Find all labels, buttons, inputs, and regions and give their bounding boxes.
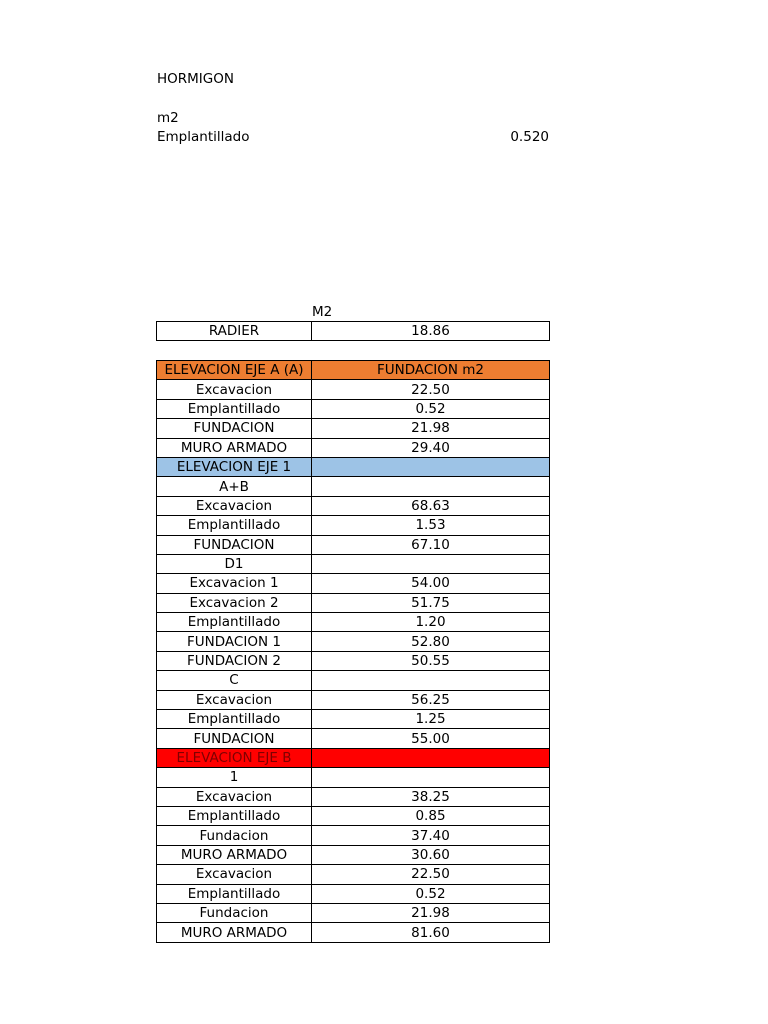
table-row — [157, 806, 550, 825]
row-value-cell[interactable]: 38.25 — [312, 787, 550, 806]
row-value-cell[interactable]: 54.00 — [312, 574, 550, 593]
radier-value-cell[interactable]: 18.86 — [312, 322, 550, 341]
table-row — [157, 710, 550, 729]
table-row — [157, 593, 550, 612]
row-label-cell[interactable]: D1 — [157, 554, 312, 573]
table-row — [157, 554, 550, 573]
row-label-cell[interactable]: Emplantillado — [157, 710, 312, 729]
table-row — [157, 613, 550, 632]
table-row — [157, 535, 550, 554]
row-value-cell[interactable]: 1.25 — [312, 710, 550, 729]
emplantillado-label: Emplantillado — [157, 129, 250, 145]
row-label-cell[interactable]: Excavacion — [157, 865, 312, 884]
row-label-cell[interactable]: 1 — [157, 768, 312, 787]
row-label-cell[interactable]: FUNDACION — [157, 419, 312, 438]
row-value-cell[interactable] — [312, 768, 550, 787]
row-value-cell[interactable]: 22.50 — [312, 380, 550, 399]
row-label-cell[interactable]: Excavacion — [157, 380, 312, 399]
row-label-cell[interactable]: Fundacion — [157, 826, 312, 845]
row-value-cell[interactable]: 1.53 — [312, 516, 550, 535]
emplantillado-value: 0.520 — [510, 129, 549, 145]
table-row — [157, 574, 550, 593]
row-label-cell[interactable]: Emplantillado — [157, 806, 312, 825]
row-label-cell[interactable]: Excavacion — [157, 787, 312, 806]
row-value-cell[interactable]: 1.20 — [312, 613, 550, 632]
row-value-cell[interactable] — [312, 671, 550, 690]
table-row — [157, 380, 550, 399]
row-value-cell[interactable]: 81.60 — [312, 923, 550, 942]
row-label-cell[interactable]: ELEVACION EJE A (A) — [157, 361, 312, 380]
table-row — [157, 671, 550, 690]
row-value-cell[interactable]: FUNDACION m2 — [312, 361, 550, 380]
row-value-cell[interactable]: 21.98 — [312, 903, 550, 922]
unit-label: m2 — [157, 110, 179, 126]
row-label-cell[interactable]: A+B — [157, 477, 312, 496]
row-value-cell[interactable]: 0.52 — [312, 884, 550, 903]
row-value-cell[interactable]: 22.50 — [312, 865, 550, 884]
row-value-cell[interactable]: 30.60 — [312, 845, 550, 864]
table-row — [157, 322, 550, 341]
row-value-cell[interactable]: 0.85 — [312, 806, 550, 825]
table-row — [157, 787, 550, 806]
row-label-cell[interactable]: MURO ARMADO — [157, 845, 312, 864]
table-row — [157, 399, 550, 418]
row-label-cell[interactable]: Emplantillado — [157, 399, 312, 418]
row-label-cell[interactable]: ELEVACION EJE B — [157, 748, 312, 767]
radier-table — [156, 321, 550, 341]
row-label-cell[interactable]: FUNDACION 2 — [157, 651, 312, 670]
row-label-cell[interactable]: ELEVACION EJE 1 — [157, 457, 312, 476]
row-label-cell[interactable]: Excavacion — [157, 496, 312, 515]
table-row — [157, 845, 550, 864]
table-row — [157, 690, 550, 709]
quantities-table — [156, 360, 550, 943]
row-value-cell[interactable]: 55.00 — [312, 729, 550, 748]
table-row — [157, 651, 550, 670]
table-row — [157, 361, 550, 380]
table-row — [157, 923, 550, 942]
table-row — [157, 496, 550, 515]
row-value-cell[interactable]: 68.63 — [312, 496, 550, 515]
page-title: HORMIGON — [157, 71, 234, 87]
row-label-cell[interactable]: FUNDACION 1 — [157, 632, 312, 651]
row-value-cell[interactable]: 50.55 — [312, 651, 550, 670]
table-row — [157, 903, 550, 922]
row-value-cell[interactable]: 52.80 — [312, 632, 550, 651]
radier-label-cell[interactable]: RADIER — [157, 322, 312, 341]
row-value-cell[interactable]: 51.75 — [312, 593, 550, 612]
row-value-cell[interactable]: 37.40 — [312, 826, 550, 845]
quantities-table-body — [157, 361, 550, 943]
table-row — [157, 457, 550, 476]
table-row — [157, 884, 550, 903]
row-value-cell[interactable]: 56.25 — [312, 690, 550, 709]
row-value-cell[interactable]: 29.40 — [312, 438, 550, 457]
row-label-cell[interactable]: MURO ARMADO — [157, 438, 312, 457]
row-value-cell[interactable] — [312, 554, 550, 573]
row-label-cell[interactable]: Excavacion 2 — [157, 593, 312, 612]
row-label-cell[interactable]: Fundacion — [157, 903, 312, 922]
table-row — [157, 865, 550, 884]
row-value-cell[interactable] — [312, 748, 550, 767]
row-label-cell[interactable]: Excavacion — [157, 690, 312, 709]
table-row — [157, 632, 550, 651]
row-value-cell[interactable] — [312, 457, 550, 476]
table-row — [157, 826, 550, 845]
row-value-cell[interactable]: 0.52 — [312, 399, 550, 418]
row-label-cell[interactable]: FUNDACION — [157, 535, 312, 554]
table-row — [157, 516, 550, 535]
table-row — [157, 748, 550, 767]
table-row — [157, 438, 550, 457]
row-label-cell[interactable]: MURO ARMADO — [157, 923, 312, 942]
table-row — [157, 768, 550, 787]
row-label-cell[interactable]: FUNDACION — [157, 729, 312, 748]
row-label-cell[interactable]: Excavacion 1 — [157, 574, 312, 593]
row-label-cell[interactable]: C — [157, 671, 312, 690]
row-value-cell[interactable] — [312, 477, 550, 496]
row-label-cell[interactable]: Emplantillado — [157, 613, 312, 632]
row-value-cell[interactable]: 21.98 — [312, 419, 550, 438]
table-row — [157, 477, 550, 496]
row-label-cell[interactable]: Emplantillado — [157, 884, 312, 903]
table-row — [157, 419, 550, 438]
row-value-cell[interactable]: 67.10 — [312, 535, 550, 554]
m2-column-header: M2 — [312, 304, 333, 320]
table-row — [157, 729, 550, 748]
row-label-cell[interactable]: Emplantillado — [157, 516, 312, 535]
